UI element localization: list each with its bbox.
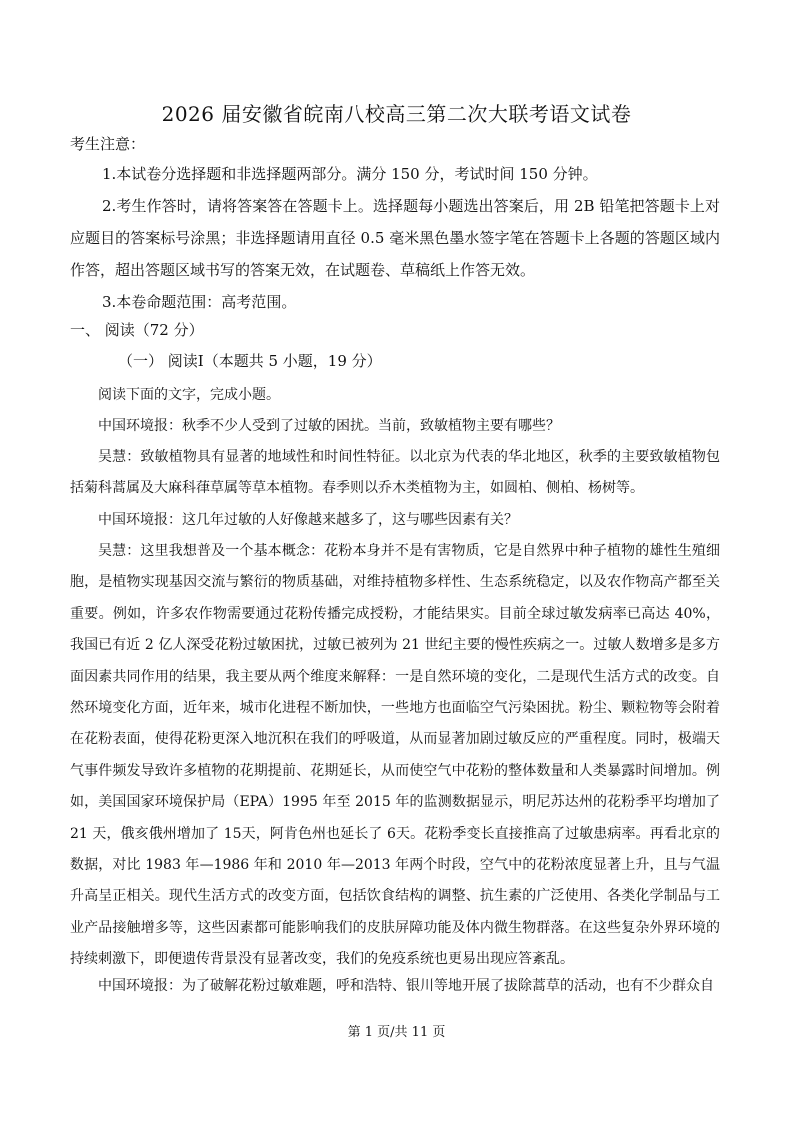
notice-label: 考生注意： bbox=[70, 135, 146, 153]
section-heading: 一、 阅读（72 分） bbox=[70, 321, 204, 339]
paragraph-answer-1: 吴慧：致敏植物具有显著的地域性和时间性特征。以北京为代表的华北地区，秋季的主要致敏植物包括菊科蒿属及大麻科葎草属等草本植物。春季则以乔木类植物为主，如圆柏、侧柏、杨树等。 bbox=[70, 449, 720, 497]
paragraph-answer-2: 吴慧：这里我想普及一个基本概念：花粉本身并不是有害物质，它是自然界中种子植物的雄性生殖细胞，是植物实现基因交流与繁衍的物质基础，对维持植物多样性、生态系统稳定，以及农作物高产都至关重要。例如，许多农作物需要通过花粉传播完成授粉，才能结果实。目前全球过敏发病率已高达 40%，我国已有近 2 亿人深受花粉过敏困扰，过敏已被列为 21 世纪主要的慢性疾病之一。过敏人数增多是多方面因素共同作用的结果，我主要从两个维度来解释：一是自然环境的变化，二是现代生活方式的改变。自然环境变化方面，近年来，城市化进程不断加快，一些地方也面临空气污染困扰。粉尘、颗粒物等会附着在花粉表面，使得花粉更深入地沉积在我们的呼吸道，从而显著加剧过敏反应的严重程度。同时，极端天气事件频发导致许多植物的花期提前、花期延长，从而使空气中花粉的整体数量和人类暴露时间增加。例如，美国国家环境保护局（EPA）1995 年至 2015 年的监测数据显示，明尼苏达州的花粉季平均增加了 21 天，俄亥俄州增加了 15天，阿肯色州也延长了 6天。花粉季变长直接推高了过敏患病率。再看北京的数据，对比 1983 年—1986 年和 2010 年—2013 年两个时段，空气中的花粉浓度显著上升，且与气温升高呈正相关。现代生活方式的改变方面，包括饮食结构的调整、抗生素的广泛使用、各类化学制品与工业产品接触增多等，这些因素都可能影响我们的皮肤屏障功能及体内微生物群落。在这些复杂外界环境的持续刺激下，即便遗传背景没有显著改变，我们的免疫系统也更易出现应答紊乱。 bbox=[70, 543, 720, 968]
sub-section-heading: （一） 阅读Ⅰ（本题共 5 小题，19 分） bbox=[118, 352, 382, 370]
paragraph-question-1: 中国环境报：秋季不少人受到了过敏的困扰。当前，致敏植物主要有哪些？ bbox=[98, 418, 560, 434]
paragraph-question-2: 中国环境报：这几年过敏的人好像越来越多了，这与哪些因素有关？ bbox=[98, 512, 518, 528]
notice-item-3: 3.本卷命题范围：高考范围。 bbox=[102, 293, 297, 311]
page-footer: 第 1 页/共 11 页 bbox=[347, 1025, 446, 1040]
paragraph-question-3: 中国环境报：为了破解花粉过敏难题，呼和浩特、银川等地开展了拔除蒿草的活动，也有不少群众自 bbox=[98, 978, 714, 994]
notice-item-1: 1.本试卷分选择题和非选择题两部分。满分 150 分，考试时间 150 分钟。 bbox=[102, 165, 598, 183]
exam-title: 2026 届安徽省皖南八校高三第二次大联考语文试卷 bbox=[161, 102, 632, 126]
instruction-text: 阅读下面的文字，完成小题。 bbox=[98, 387, 280, 403]
notice-item-2: 2.考生作答时，请将答案答在答题卡上。选择题每小题选出答案后，用 2B 铅笔把答题卡上对应题目的答案标号涂黑；非选择题请用直径 0.5 毫米黑色墨水签字笔在答题卡上各题的答题区域内作答，超出答题区域书写的答案无效，在试题卷、草稿纸上作答无效。 bbox=[70, 197, 720, 279]
